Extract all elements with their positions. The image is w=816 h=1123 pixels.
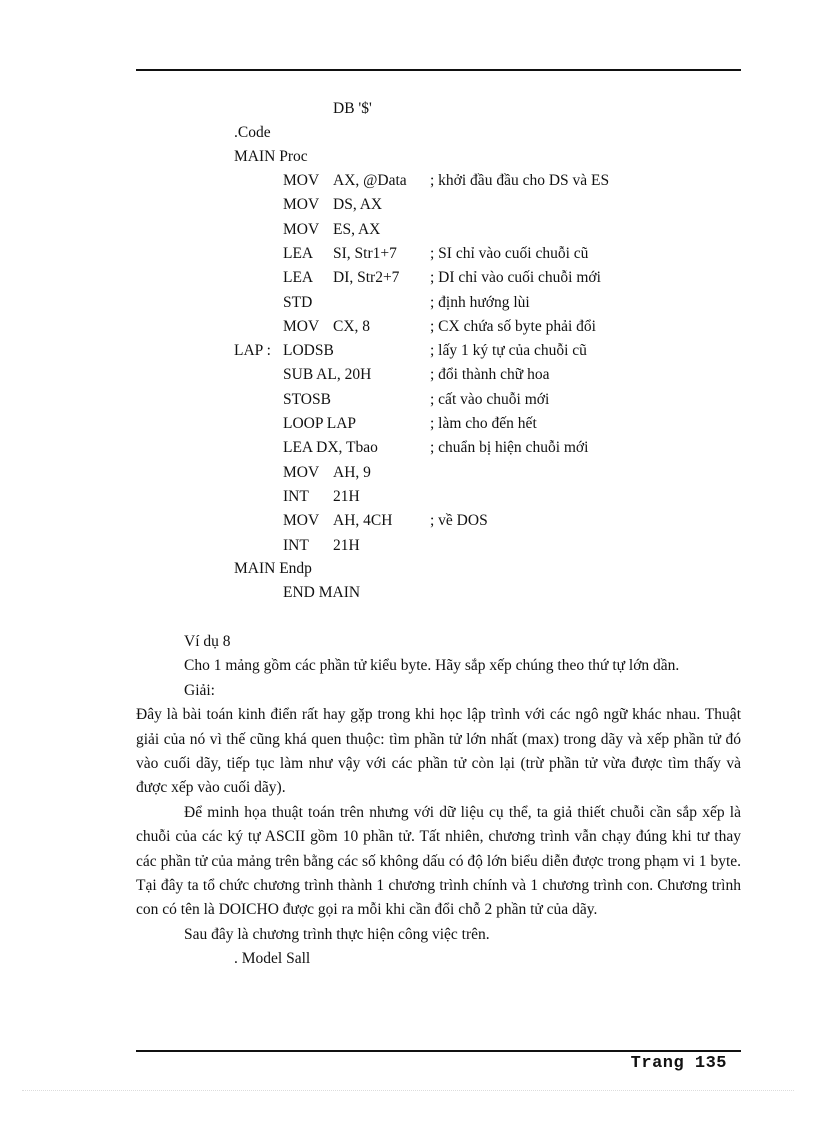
code-line-args: CX, 8 xyxy=(333,318,371,335)
code-line-comment: ; chuẩn bị hiện chuỗi mới xyxy=(430,439,589,456)
code-line-op: MOV xyxy=(283,318,320,335)
problem-statement: Cho 1 mảng gồm các phần tử kiểu byte. Hãy sắp xếp chúng theo thứ tự lớn dần. xyxy=(184,657,680,675)
code-line-op: SUB AL, 20H xyxy=(283,366,372,383)
code-db-line: DB '$' xyxy=(333,100,372,117)
code-main-proc: MAIN Proc xyxy=(234,148,308,165)
prose-section xyxy=(136,630,741,972)
code-line-args: AH, 4CH xyxy=(333,512,393,529)
code-line-op: LEA xyxy=(283,245,314,262)
example-title: Ví dụ 8 xyxy=(184,633,231,650)
code-end-main: END MAIN xyxy=(283,584,361,601)
code-line-op: LEA xyxy=(283,269,314,286)
code-line-args: 21H xyxy=(333,488,360,505)
code-line-args: SI, Str1+7 xyxy=(333,245,397,262)
code-line-comment: ; về DOS xyxy=(430,512,488,529)
code-line-args: DI, Str2+7 xyxy=(333,269,400,286)
solution-paragraph-3: Sau đây là chương trình thực hiện công việc trên. xyxy=(184,925,490,943)
code-line-comment: ; khởi đầu đầu cho DS và ES xyxy=(430,172,610,189)
code-line-args: 21H xyxy=(333,537,360,554)
code-line-comment: ; làm cho đến hết xyxy=(430,415,537,432)
code-line-label: LAP : xyxy=(234,342,271,359)
page-number: Trang 135 xyxy=(630,1054,727,1073)
model-directive-line: . Model Sall xyxy=(234,950,311,968)
code-line-op: MOV xyxy=(283,512,320,529)
code-line-op: LOOP LAP xyxy=(283,415,357,432)
code-main-endp: MAIN Endp xyxy=(234,560,312,577)
header-rule xyxy=(136,69,741,71)
code-line-op: STOSB xyxy=(283,391,331,408)
solution-label: Giải: xyxy=(184,681,215,699)
code-line-op: LEA DX, Tbao xyxy=(283,439,378,456)
code-line-op: STD xyxy=(283,294,313,311)
footer-rule xyxy=(136,1050,741,1052)
code-line-comment: ; đổi thành chữ hoa xyxy=(430,366,550,383)
code-line-args: AX, @Data xyxy=(333,172,407,189)
solution-paragraph-1: Đây là bài toán kinh điển rất hay gặp trong khi học lập trình với các ngô ngữ khác nhau. Thuật giải của nó vì thế cũng khá quen thuộc: tìm phần tử lớn nhất (max) trong dãy và xếp phần tử đó vào cuối dãy, tiếp tục làm như vậy với các phần tử còn lại (trừ phần tử vừa được tìm thấy và được xếp vào cuối dãy). xyxy=(136,706,741,797)
code-line-comment: ; DI chỉ vào cuối chuỗi mới xyxy=(430,269,601,286)
code-line-op: LODSB xyxy=(283,342,334,359)
code-line-comment: ; định hướng lùi xyxy=(430,294,530,311)
code-line-args: ES, AX xyxy=(333,221,381,238)
code-line-op: INT xyxy=(283,488,309,505)
code-line-op: MOV xyxy=(283,464,320,481)
code-line-op: MOV xyxy=(283,196,320,213)
solution-paragraph-2: Để minh họa thuật toán trên nhưng với dữ liệu cụ thể, ta giả thiết chuỗi cần sắp xếp là chuỗi của các ký tự ASCII gồm 10 phần tử. Tất nhiên, chương trình vẫn chạy đúng khi tư thay các phần tử của mảng trên bằng các số không dấu có độ lớn biểu diễn được trong phạm vi 1 byte. Tại đây ta tổ chức chương trình thành 1 chương trình chính và 1 chương trình con. Chương trình con có tên là DOICHO được gọi ra mỗi khi cần đổi chỗ 2 phần tử của dãy. xyxy=(136,803,741,919)
code-segment-directive: .Code xyxy=(234,124,271,141)
code-line-op: MOV xyxy=(283,221,320,238)
code-line-comment: ; lấy 1 ký tự của chuỗi cũ xyxy=(430,342,587,359)
code-line-op: MOV xyxy=(283,172,320,189)
code-line-comment: ; cất vào chuỗi mới xyxy=(430,391,550,408)
code-line-comment: ; SI chỉ vào cuối chuỗi cũ xyxy=(430,245,589,262)
code-line-op: INT xyxy=(283,537,309,554)
page-edge-dots xyxy=(22,1090,794,1091)
code-line-args: AH, 9 xyxy=(333,464,371,481)
code-line-comment: ; CX chứa số byte phải đổi xyxy=(430,318,596,335)
code-line-args: DS, AX xyxy=(333,196,383,213)
